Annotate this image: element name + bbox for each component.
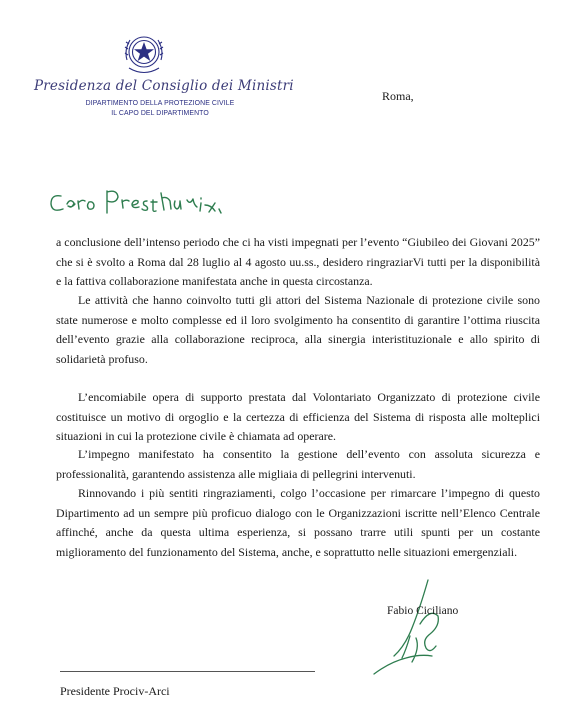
recipient: Presidente Prociv-Arci: [60, 684, 170, 698]
italian-republic-emblem-icon: [121, 30, 167, 78]
body-paragraph: Le attività che hanno coinvolto tutti gli attori del Sistema Nazionale di protezione civile sono state numerose e molto complesse ed il loro svolgimento ha consentito di garantire l’ottima riuscita dell’evento grazie alla collaborazione reciproca, alla sinergia interistituzionale e allo spirito di solidarietà profuso.: [56, 293, 540, 366]
handwritten-signature-icon: [360, 578, 450, 678]
institution-name: Presidenza del Consiglio dei Ministri: [34, 78, 294, 94]
department-name: DIPARTIMENTO DELLA PROTEZIONE CIVILE: [85, 100, 235, 107]
address-divider: [60, 671, 315, 672]
office-title: IL CAPO DEL DIPARTIMENTO: [111, 110, 209, 117]
signatory-name: Fabio Ciciliano: [387, 605, 459, 617]
handwritten-salutation: [47, 182, 247, 222]
place-date: Roma,: [382, 89, 414, 103]
body-paragraph: L’impegno manifestato ha consentito la gestione dell’evento con assoluta sicurezza e professionalità, garantendo assistenza alle migliaia di pellegrini intervenuti.: [56, 447, 540, 481]
body-paragraph: L’encomiabile opera di supporto prestata dal Volontariato Organizzato di protezione civile costituisce un motivo di orgoglio e la certezza di efficienza del Sistema di risposta alle molteplici situazioni in cui la protezione civile è chiamata ad operare.: [56, 390, 540, 443]
body-paragraph: Rinnovando i più sentiti ringraziamenti, colgo l’occasione per rimarcare l’impegno di questo Dipartimento ad un sempre più proficuo dialogo con le Organizzazioni iscritte nell’Elenco Centrale affinché, anche da questa ultima esperienza, si possano trarre utili spunti per un costante miglioramento del funzionamento del Sistema, anche, e soprattutto nelle situazioni emergenziali.: [56, 486, 540, 559]
body-paragraph: a conclusione dell’intenso periodo che ci ha visti impegnati per l’evento “Giubileo dei Giovani 2025” che si è svolto a Roma dal 28 luglio al 4 agosto uu.ss., desidero ringraziarVi tutti per la disponibilità e la fattiva collaborazione manifestata anche in questa circostanza.: [56, 235, 540, 288]
